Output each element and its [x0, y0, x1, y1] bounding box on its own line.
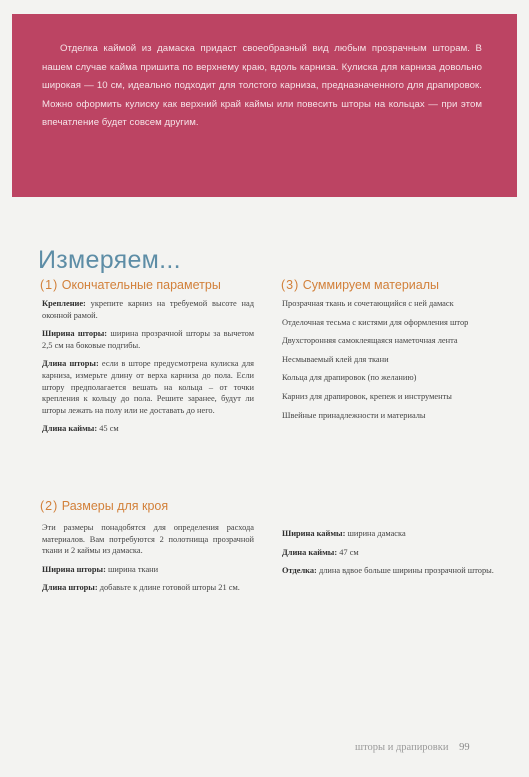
- section-1-item: Крепление: укрепите карниз на требуемой высоте над оконной рамой.: [42, 299, 254, 320]
- section-2-body-right: [282, 528, 494, 584]
- section-1-number: (1): [40, 278, 59, 292]
- section-3-number: (3): [281, 278, 300, 292]
- materials-list-item: Швейные принадлежности и материалы: [282, 410, 426, 420]
- section-1-item: Ширина шторы: ширина прозрачной шторы за вычетом 2,5 см на боковые подгибы.: [42, 329, 255, 350]
- section-1-item: Длина шторы: если в шторе предусмотрена кулиска для карниза, измерьте длину от верха карниза до пола. Если штору предполагается вешать на кольца – от точки крепления к кольцу до пола. Решите заранее, будут ли шторы лежать на полу или не доставать до него.: [42, 359, 254, 415]
- section-1-item: Длина каймы: 45 см: [42, 424, 119, 434]
- section-2-title: Размеры для кроя: [61, 499, 169, 513]
- section-2-heading: [40, 499, 168, 513]
- section-2-item: Длина каймы: 47 см: [282, 547, 359, 557]
- section-2-item: Ширина каймы: ширина дамаска: [282, 529, 406, 538]
- materials-list-item: Карниз для драпировок, крепеж и инструменты: [282, 391, 452, 401]
- page-number: 99: [459, 742, 470, 753]
- section-1-title: Окончательные параметры: [61, 278, 221, 292]
- intro-text: Отделка каймой из дамаска придаст своеобразный вид любым прозрачным шторам. В нашем случае кайма пришита по верхнему краю, вдоль карниза. Кулиска для карниза довольно широкая — 10 см, идеально подходит для толстого карниза, предназначенного для драпировок. Можно оформить кулиску как верхний край каймы или повесить шторы на кольцах — при этом впечатление будет совсем другим.: [42, 43, 482, 128]
- section-3-heading: [281, 278, 439, 292]
- materials-list-item: Отделочная тесьма с кистями для оформления штор: [282, 317, 469, 327]
- section-2-body-left: [42, 522, 254, 601]
- section-1-body: [42, 298, 254, 442]
- section-1-heading: [40, 278, 221, 292]
- section-2-item: Длина шторы: добавьте к длине готовой шторы 21 см.: [42, 583, 240, 593]
- materials-list-item: Несмываемый клей для ткани: [282, 354, 389, 364]
- materials-list-item: Кольца для драпировок (по желанию): [282, 373, 417, 383]
- materials-list: [282, 298, 494, 428]
- section-2-item: Эти размеры понадобятся для определения расхода материалов. Вам потребуются 2 полотнища прозрачной ткани и 2 каймы из дамаска.: [42, 523, 254, 556]
- section-2-number: (2): [40, 499, 59, 513]
- materials-list-item: Прозрачная ткань и сочетающийся с ней дамаск: [282, 299, 454, 308]
- footer-section-name: шторы и драпировки: [355, 742, 449, 753]
- section-2-item: Отделка: длина вдвое больше ширины прозрачной шторы.: [282, 566, 494, 576]
- section-3-title: Суммируем материалы: [302, 278, 439, 292]
- materials-list-item: Двухсторонняя самоклеящаяся наметочная лента: [282, 336, 458, 346]
- section-2-item: Ширина шторы: ширина ткани: [42, 564, 159, 574]
- page-footer: [355, 742, 470, 753]
- page-title: Измеряем...: [38, 246, 181, 274]
